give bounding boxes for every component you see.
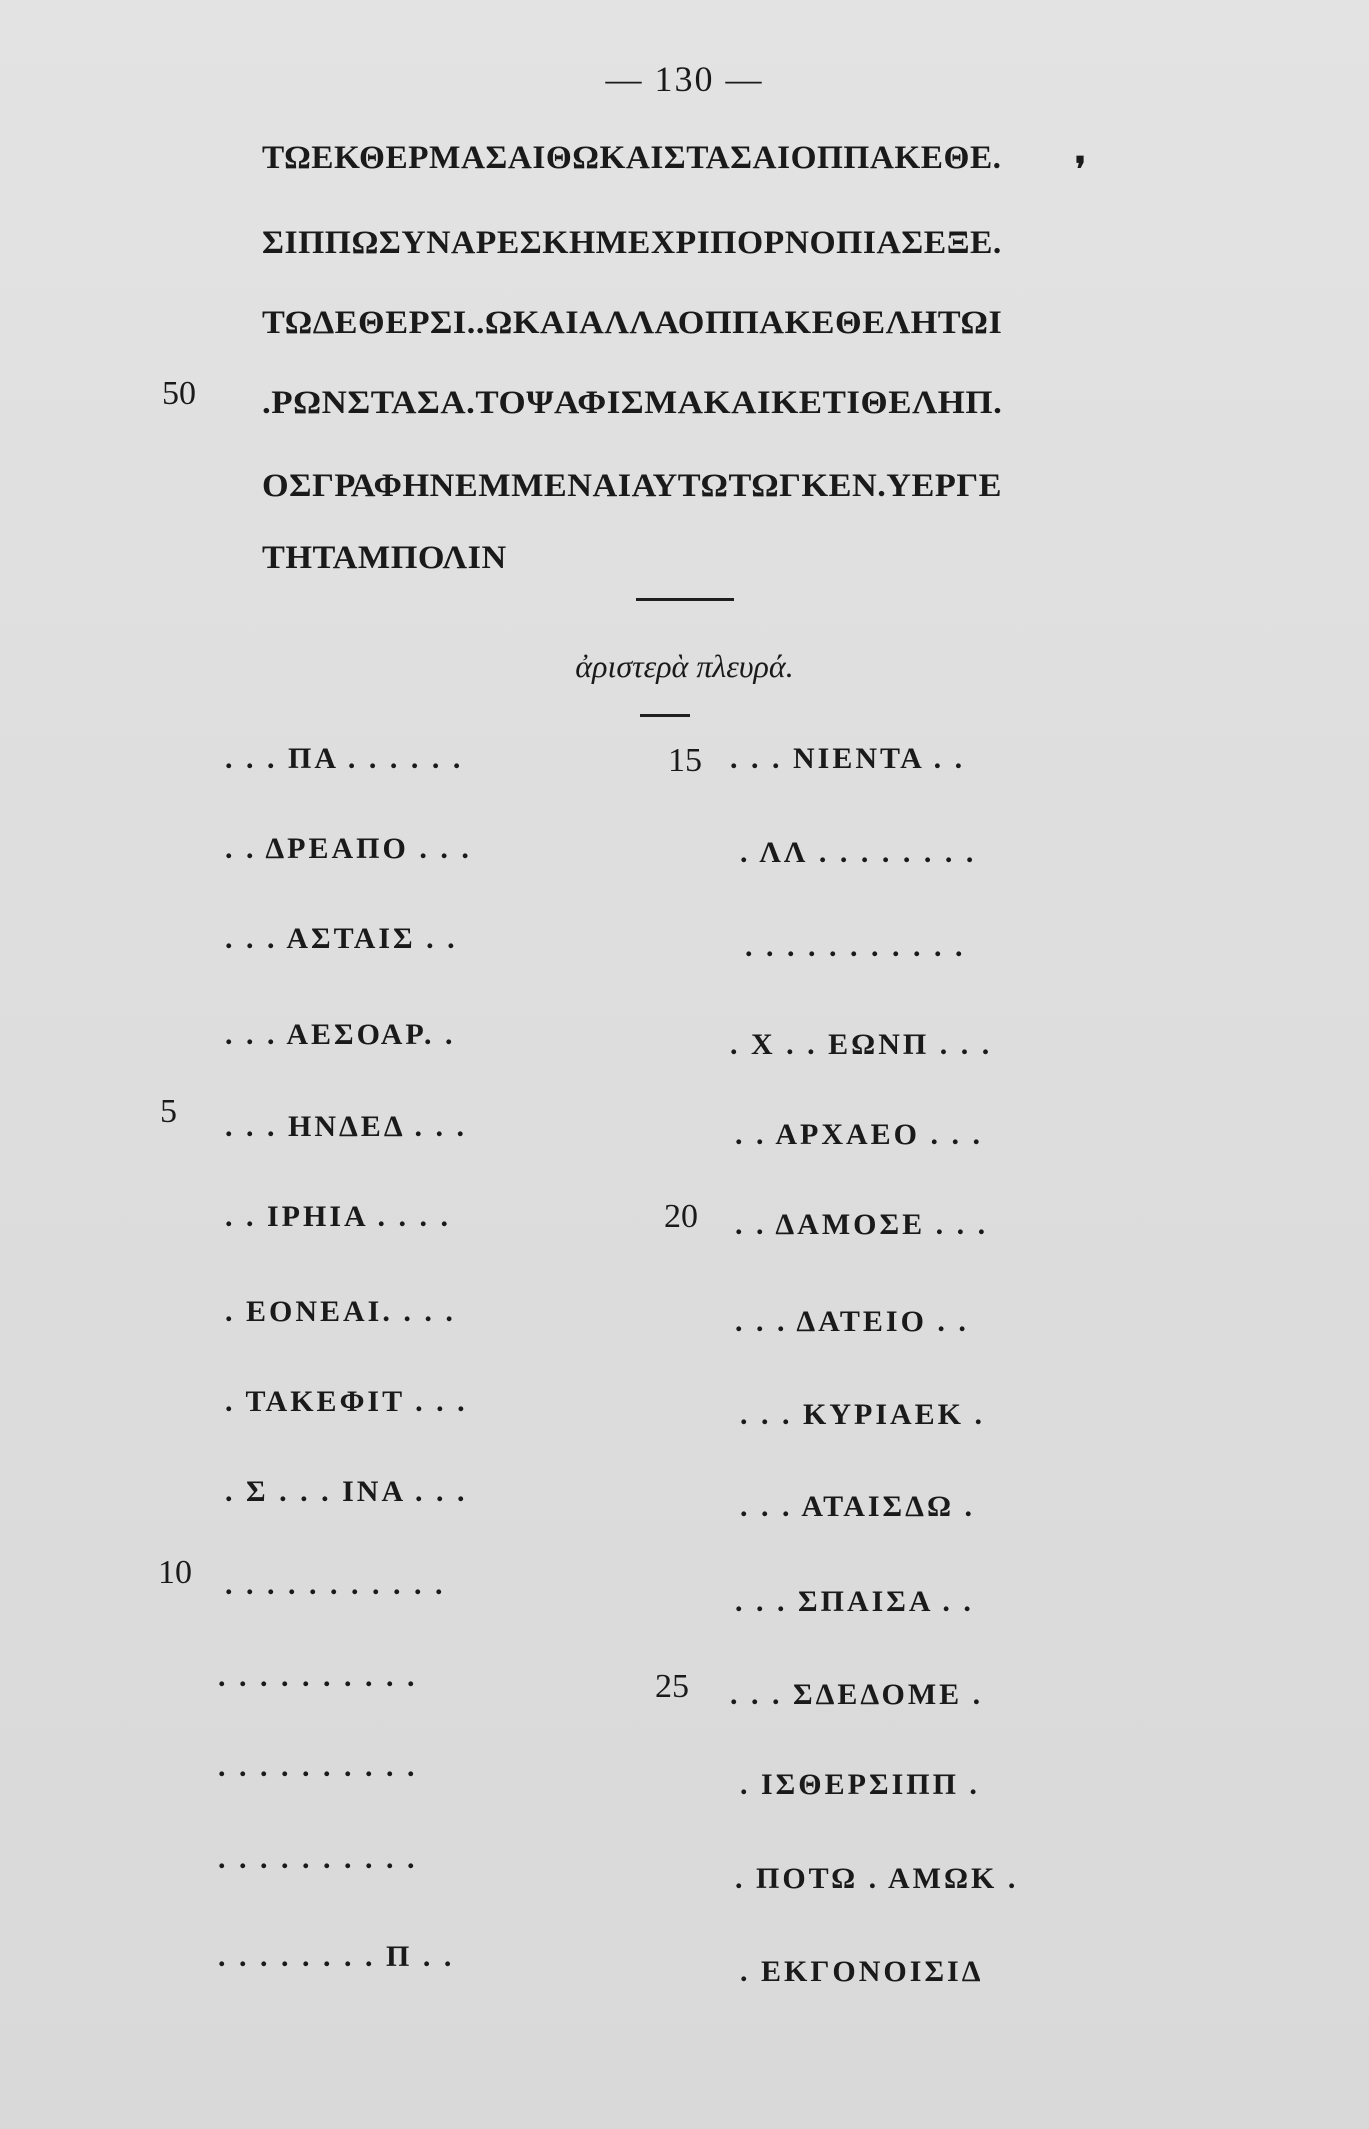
inscription-line: .ΡΩΝΣΤΑΣΑ.ΤΟΨΑΦΙΣΜΑΚΑΙΚΕΤΙΘΕΛΗΠ.: [262, 385, 1003, 421]
right-fragment-line: . ΛΛ . . . . . . . .: [740, 836, 977, 869]
right-fragment-line: . . . ΝΙΕΝΤΑ . .: [730, 742, 966, 775]
inscription-line: ΟΣΓΡΑΦΗΝΕΜΜΕΝΑΙΑΥΤΩΤΩΓΚΕΝ.ΥΕΡΓΕ: [262, 468, 1003, 504]
right-fragment-line: . . . ΔΑΤΕΙΟ . .: [735, 1305, 969, 1338]
right-line-number: 20: [664, 1198, 698, 1235]
divider-rule: [636, 598, 734, 601]
left-fragment-line: . . . . . . . . . .: [218, 1660, 418, 1693]
left-fragment-line: . ΤΑΚΕΦΙΤ . . .: [225, 1385, 468, 1418]
left-fragment-line: . . . ΠΑ . . . . . .: [225, 742, 464, 775]
margin-mark: ❜: [1075, 152, 1086, 189]
right-line-number: 25: [655, 1668, 689, 1705]
right-fragment-line: . . . . . . . . . . .: [745, 930, 966, 963]
right-fragment-line: . . . ΚΥΡΙΑΕΚ .: [740, 1398, 986, 1431]
right-fragment-line: . . . ΣΠΑΙΣΑ . .: [735, 1585, 974, 1618]
left-fragment-line: . . . . . . . . Π . .: [218, 1940, 455, 1973]
inscription-line: ΤΩΕΚΘΕΡΜΑΣΑΙΘΩΚΑΙΣΤΑΣΑΙΟΠΠΑΚΕΘΕ.: [262, 140, 1002, 176]
inscription-line: ΤΗΤΑΜΠΟΛΙΝ: [262, 540, 507, 576]
left-fragment-line: . . . ΑΣΤΑΙΣ . .: [225, 922, 458, 955]
page-number: — 130 —: [605, 59, 764, 99]
inscription-line-number: 50: [162, 375, 196, 412]
left-line-number: 10: [158, 1554, 192, 1591]
right-fragment-line: . Χ . . ΕΩΝΠ . . .: [730, 1028, 993, 1061]
left-line-number: 5: [160, 1093, 177, 1130]
right-fragment-line: . . ΑΡΧΑΕΟ . . .: [735, 1118, 984, 1151]
left-fragment-line: . . . ΗΝΔΕΔ . . .: [225, 1110, 467, 1143]
left-fragment-line: . . . . . . . . . .: [218, 1750, 418, 1783]
section-heading: ἀριστερὰ πλευρά.: [575, 648, 794, 684]
left-fragment-line: . . . ΑΕΣΟΑΡ. .: [225, 1018, 456, 1051]
left-fragment-line: . Σ . . . ΙΝΑ . . .: [225, 1475, 468, 1508]
left-fragment-line: . . ΙΡΗΙΑ . . . .: [225, 1200, 452, 1233]
left-fragment-line: . . . . . . . . . . .: [225, 1568, 446, 1601]
right-fragment-line: . ΕΚΓΟΝΟΙΣΙΔ: [740, 1955, 984, 1988]
left-fragment-line: . ΕΟΝΕΑΙ. . . .: [225, 1295, 456, 1328]
right-fragment-line: . ΙΣΘΕΡΣΙΠΠ .: [740, 1768, 980, 1801]
divider-rule: [640, 714, 690, 717]
left-fragment-line: . . ΔΡΕΑΠΟ . . .: [225, 832, 472, 865]
right-fragment-line: . . . ΑΤΑΙΣΔΩ .: [740, 1490, 975, 1523]
right-fragment-line: . . ΔΑΜΟΣΕ . . .: [735, 1208, 989, 1241]
right-fragment-line: . ΠΟΤΩ . ΑΜΩΚ .: [735, 1862, 1019, 1895]
right-fragment-line: . . . ΣΔΕΔΟΜΕ .: [730, 1678, 984, 1711]
inscription-line: ΤΩΔΕΘΕΡΣΙ..ΩΚΑΙΑΛΛΑΟΠΠΑΚΕΘΕΛΗΤΩΙ: [262, 305, 1003, 341]
inscription-line: ΣΙΠΠΩΣΥΝΑΡΕΣΚΗΜΕΧΡΙΠΟΡΝΟΠΙΑΣΕΞΕ.: [262, 225, 1002, 261]
left-fragment-line: . . . . . . . . . .: [218, 1842, 418, 1875]
right-line-number: 15: [668, 742, 702, 779]
